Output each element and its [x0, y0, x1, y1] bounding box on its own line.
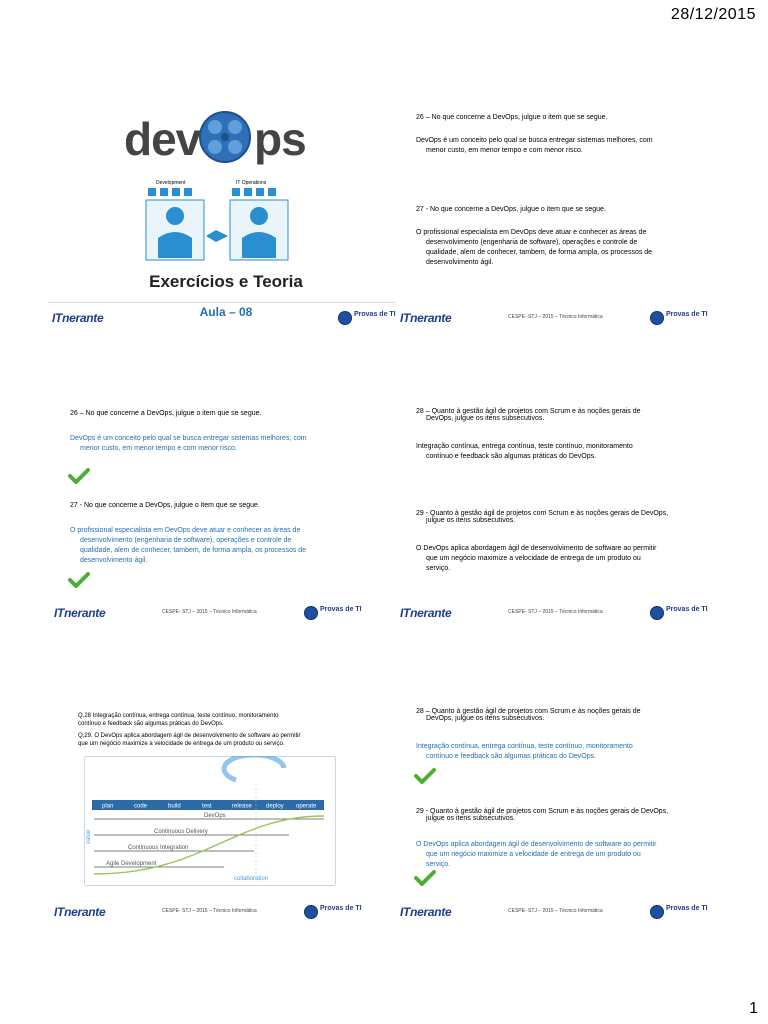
- itnerante-logo: ITnerante: [400, 606, 452, 620]
- pipeline-stage: deploy: [266, 803, 284, 810]
- slide-divider: [48, 302, 404, 303]
- provas-de-ti-logo: Provas de TI: [304, 605, 362, 621]
- itnerante-logo: ITnerante: [400, 311, 452, 325]
- slide-title: Exercícios e Teoria: [149, 272, 303, 291]
- slide5-notes: [78, 712, 300, 748]
- q27-heading: 27 - No que concerne a DevOps, julgue o item que se segue.: [416, 206, 606, 213]
- check-icon: [414, 870, 436, 886]
- provas-circle-icon: [650, 905, 664, 919]
- pipeline-stage: release: [232, 803, 252, 810]
- span-label: Continuous Delivery: [154, 829, 208, 835]
- provas-de-ti-logo: Provas de TI: [304, 904, 362, 920]
- slide-5: [50, 688, 406, 888]
- provas-de-ti-logo: Provas de TI: [650, 310, 708, 326]
- slide-subtitle: Aula – 08: [199, 305, 253, 319]
- itnerante-logo: ITnerante: [52, 311, 104, 325]
- q28-heading: 28 – Quanto à gestão ágil de projetos com Scrum e às noções gerais de DevOps, julgue os itens subsecutivos.: [416, 708, 641, 722]
- provas-circle-icon: [304, 606, 318, 620]
- q28-body: Integração contínua, entrega contínua, teste contínuo, monitoramento contínuo e feedback são algumas práticas do DevOps.: [416, 443, 633, 460]
- check-icon: [414, 768, 436, 784]
- note-q29: Q,29. O DevOps aplica abordagem ágil de desenvolvimento de software ao permitir que um negócio maximize a velocidade de entrega de um produto ou serviço.: [78, 733, 301, 747]
- itnerante-logo: ITnerante: [54, 905, 106, 919]
- q29-body: O DevOps aplica abordagem ágil de desenvolvimento de software ao permitir que um negócio maximize a velocidade de entrega de um produto ou serviço.: [416, 841, 657, 868]
- collaboration-label: collaboration: [234, 876, 269, 882]
- itnerante-logo: ITnerante: [400, 905, 452, 919]
- slide-3: [50, 386, 406, 626]
- footer-text: CESPE- STJ – 2015 – Técnico Informática: [162, 908, 257, 914]
- provas-circle-icon: [304, 905, 318, 919]
- provas-circle-icon: [650, 606, 664, 620]
- it-operations-label: IT Operations: [236, 180, 267, 186]
- devops-logo: [124, 110, 304, 170]
- pipeline-stage: operate: [296, 803, 317, 810]
- footer-text: CESPE- STJ – 2015 – Técnico Informática: [508, 314, 603, 320]
- q28-heading: 28 – Quanto à gestão ágil de projetos com Scrum e às noções gerais de DevOps, julgue os itens subsecutivos.: [416, 408, 641, 422]
- check-icon: [68, 468, 90, 484]
- slide-2: [396, 90, 752, 330]
- slide-2-footer: [396, 308, 716, 328]
- slide-3-footer: [50, 603, 370, 623]
- note-q28: Q,28 Integração contínua, entrega contínua, teste contínuo, monitoramento contínuo e feedback são algumas práticas do DevOps.: [78, 713, 279, 727]
- devops-people-illustration: [144, 186, 314, 276]
- q29-body: O DevOps aplica abordagem ágil de desenvolvimento de software ao permitir que um negócio maximize a velocidade de entrega de um produto ou serviço.: [416, 545, 657, 572]
- pipeline-stage: code: [134, 803, 148, 810]
- q29-heading: 29 - Quanto à gestão ágil de projetos com Scrum e às noções gerais de DevOps, julgue os itens subsecutivos.: [416, 808, 669, 822]
- provas-circle-icon: [650, 311, 664, 325]
- slide-1-footer: [48, 308, 404, 328]
- span-label: DevOps: [204, 813, 226, 819]
- slide-1: [48, 90, 404, 330]
- span-label: Agile Development: [106, 861, 157, 867]
- itnerante-logo: ITnerante: [54, 606, 106, 620]
- span-label: Continuous Integration: [128, 845, 189, 851]
- devops-pipeline-diagram: [84, 756, 336, 886]
- footer-text: CESPE- STJ – 2015 – Técnico Informática: [162, 609, 257, 615]
- development-label: Development: [156, 180, 186, 186]
- footer-text: CESPE- STJ – 2015 – Técnico Informática: [508, 609, 603, 615]
- logo-text-dev: dev: [124, 113, 201, 165]
- page-date: 28/12/2015: [670, 6, 756, 23]
- slide-4: [396, 386, 752, 626]
- q27-heading: 27 - No que concerne a DevOps, julgue o item que se segue.: [70, 502, 260, 509]
- logo-text-ps: ps: [254, 113, 306, 165]
- value-axis-label: value: [86, 829, 92, 844]
- q26-body: DevOps é um conceito pelo qual se busca entregar sistemas melhores, com menor custo, em menor tempo e com menor risco.: [416, 137, 653, 154]
- q27-body: O profissional especialista em DevOps deve atuar e conhecer as áreas de desenvolvimento (engenharia de software), operações e controle de qualidade, alem de conhecer, tambem, de forma ampla, os processos de desenvolvimento ágil.: [70, 527, 307, 564]
- globe-icon: [198, 110, 252, 164]
- q26-heading: 26 – No que concerne a DevOps, julgue o item que se segue.: [70, 410, 262, 417]
- provas-de-ti-logo: Provas de TI: [338, 310, 396, 326]
- q27-body: O profissional especialista em DevOps deve atuar e conhecer as áreas de desenvolvimento (engenharia de software), operações e controle de qualidade, alem de conhecer, tambem, de forma ampla, os processos de desenvolvimento ágil.: [416, 229, 653, 266]
- q28-body: Integração contínua, entrega contínua, teste contínuo, monitoramento contínuo e feedback são algumas práticas do DevOps.: [416, 743, 633, 760]
- page-number: 1: [749, 1000, 758, 1017]
- provas-de-ti-logo: Provas de TI: [650, 605, 708, 621]
- q29-heading: 29 - Quanto à gestão ágil de projetos com Scrum e às noções gerais de DevOps, julgue os itens subsecutivos.: [416, 510, 669, 524]
- slide-6: [396, 688, 752, 888]
- pipeline-stage: test: [202, 803, 212, 810]
- pipeline-stage: build: [168, 803, 181, 810]
- q26-body: DevOps é um conceito pelo qual se busca entregar sistemas melhores, com menor custo, em menor tempo e com menor risco.: [70, 435, 307, 452]
- slide-5-footer: [50, 902, 370, 922]
- slide-4-footer: [396, 603, 716, 623]
- q26-heading: 26 – No que concerne a DevOps, julgue o item que se segue.: [416, 114, 608, 121]
- footer-text: CESPE- STJ – 2015 – Técnico Informática: [508, 908, 603, 914]
- slide-6-footer: [396, 902, 716, 922]
- provas-de-ti-logo: Provas de TI: [650, 904, 708, 920]
- pipeline-stage: plan: [102, 803, 114, 810]
- provas-circle-icon: [338, 311, 352, 325]
- check-icon: [68, 572, 90, 588]
